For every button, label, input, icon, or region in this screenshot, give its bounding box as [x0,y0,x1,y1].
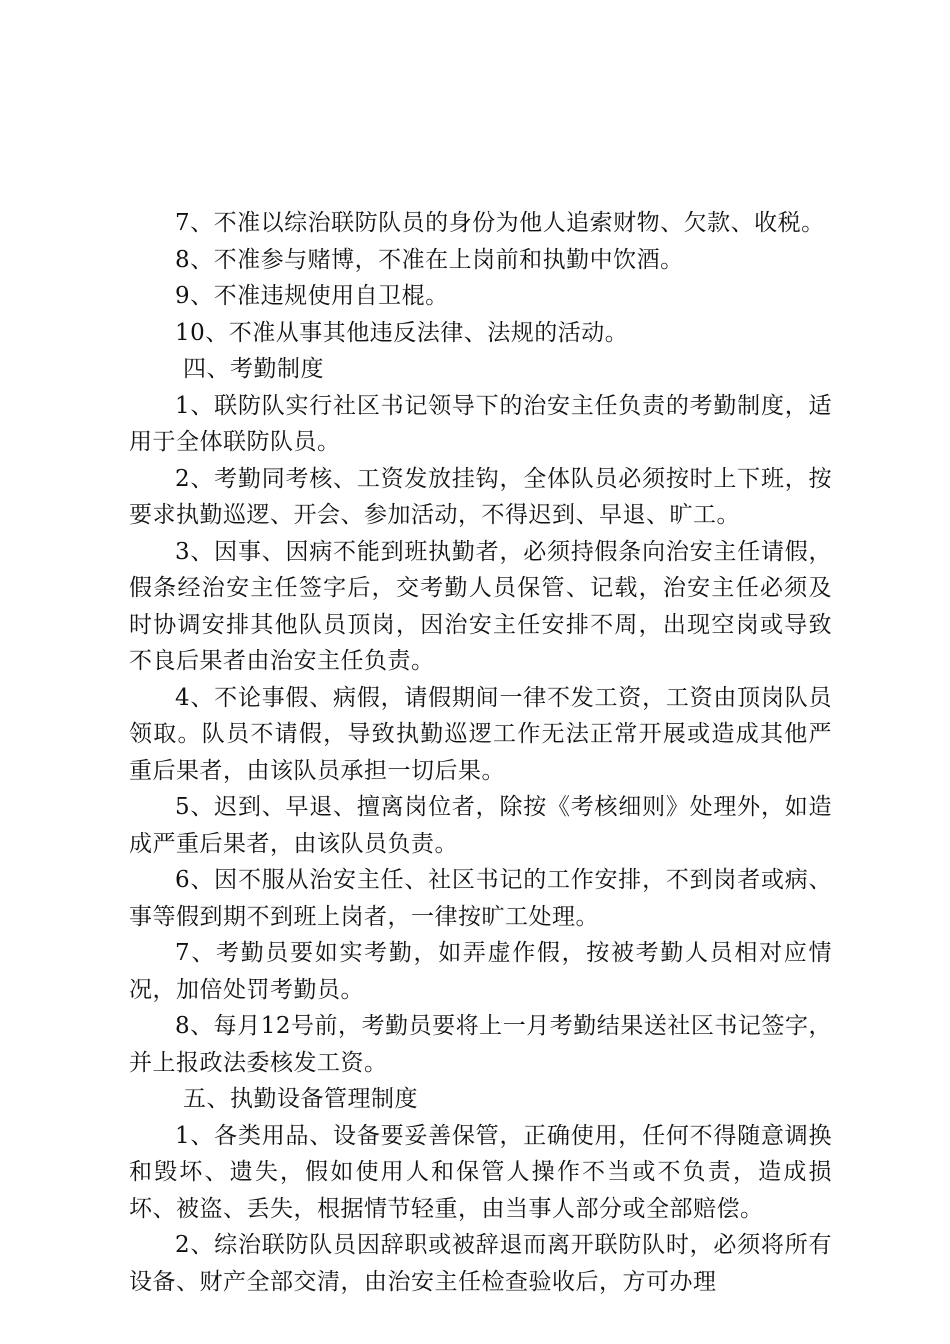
attendance-item-8: 8、每月12号前，考勤员要将上一月考勤结果送社区书记签字，并上报政法委核发工资。 [129,1013,832,1076]
attendance-item-5: 5、迟到、早退、擅离岗位者，除按《考核细则》处理外，如造成严重后果者，由该队员负责。 [129,794,832,857]
attendance-item-7: 7、考勤员要如实考勤，如弄虚作假，按被考勤人员相对应情况，加倍处罚考勤员。 [129,940,832,1003]
equipment-item-2: 2、综治联防队员因辞职或被辞退而离开联防队时，必须将所有设备、财产全部交清，由治安主任检查验收后，方可办理 [129,1232,832,1295]
equipment-item-1: 1、各类用品、设备要妥善保管，正确使用，任何不得随意调换和毁坏、遗失，假如使用人和保管人操作不当或不负责，造成损坏、被盗、丢失，根据情节轻重，由当事人部分或全部赔偿。 [129,1122,832,1222]
attendance-item-1: 1、联防队实行社区书记领导下的治安主任负责的考勤制度，适用于全体联防队员。 [129,392,832,455]
section-heading-attendance: 四、考勤制度 [183,356,324,382]
rule-9-paragraph: 9、不准违规使用自卫棍。 [175,283,449,309]
attendance-item-4: 4、不论事假、病假，请假期间一律不发工资，工资由顶岗队员领取。队员不请假，导致执勤巡逻工作无法正常开展或造成其他严重后果者，由该队员承担一切后果。 [129,684,832,784]
section-heading-equipment: 五、执勤设备管理制度 [183,1086,418,1112]
rule-10-paragraph: 10、不准从事其他违反法律、法规的活动。 [175,319,629,346]
attendance-item-2: 2、考勤同考核、工资发放挂钩，全体队员必须按时上下班，按要求执勤巡逻、开会、参加活动，不得迟到、早退、旷工。 [129,465,832,528]
document-body [129,205,832,1300]
rule-8-paragraph: 8、不准参与赌博，不准在上岗前和执勤中饮酒。 [175,246,684,273]
rule-7-paragraph: 7、不准以综治联防队员的身份为他人追索财物、欠款、收税。 [175,210,825,236]
attendance-item-3: 3、因事、因病不能到班执勤者，必须持假条向治安主任请假，假条经治安主任签字后，交考勤人员保管、记载，治安主任必须及时协调安排其他队员顶岗，因治安主任安排不周，出现空岗或导致不良后果者由治安主任负责。 [129,538,832,674]
attendance-item-6: 6、因不服从治安主任、社区书记的工作安排，不到岗者或病、事等假到期不到班上岗者，一律按旷工处理。 [129,867,832,930]
